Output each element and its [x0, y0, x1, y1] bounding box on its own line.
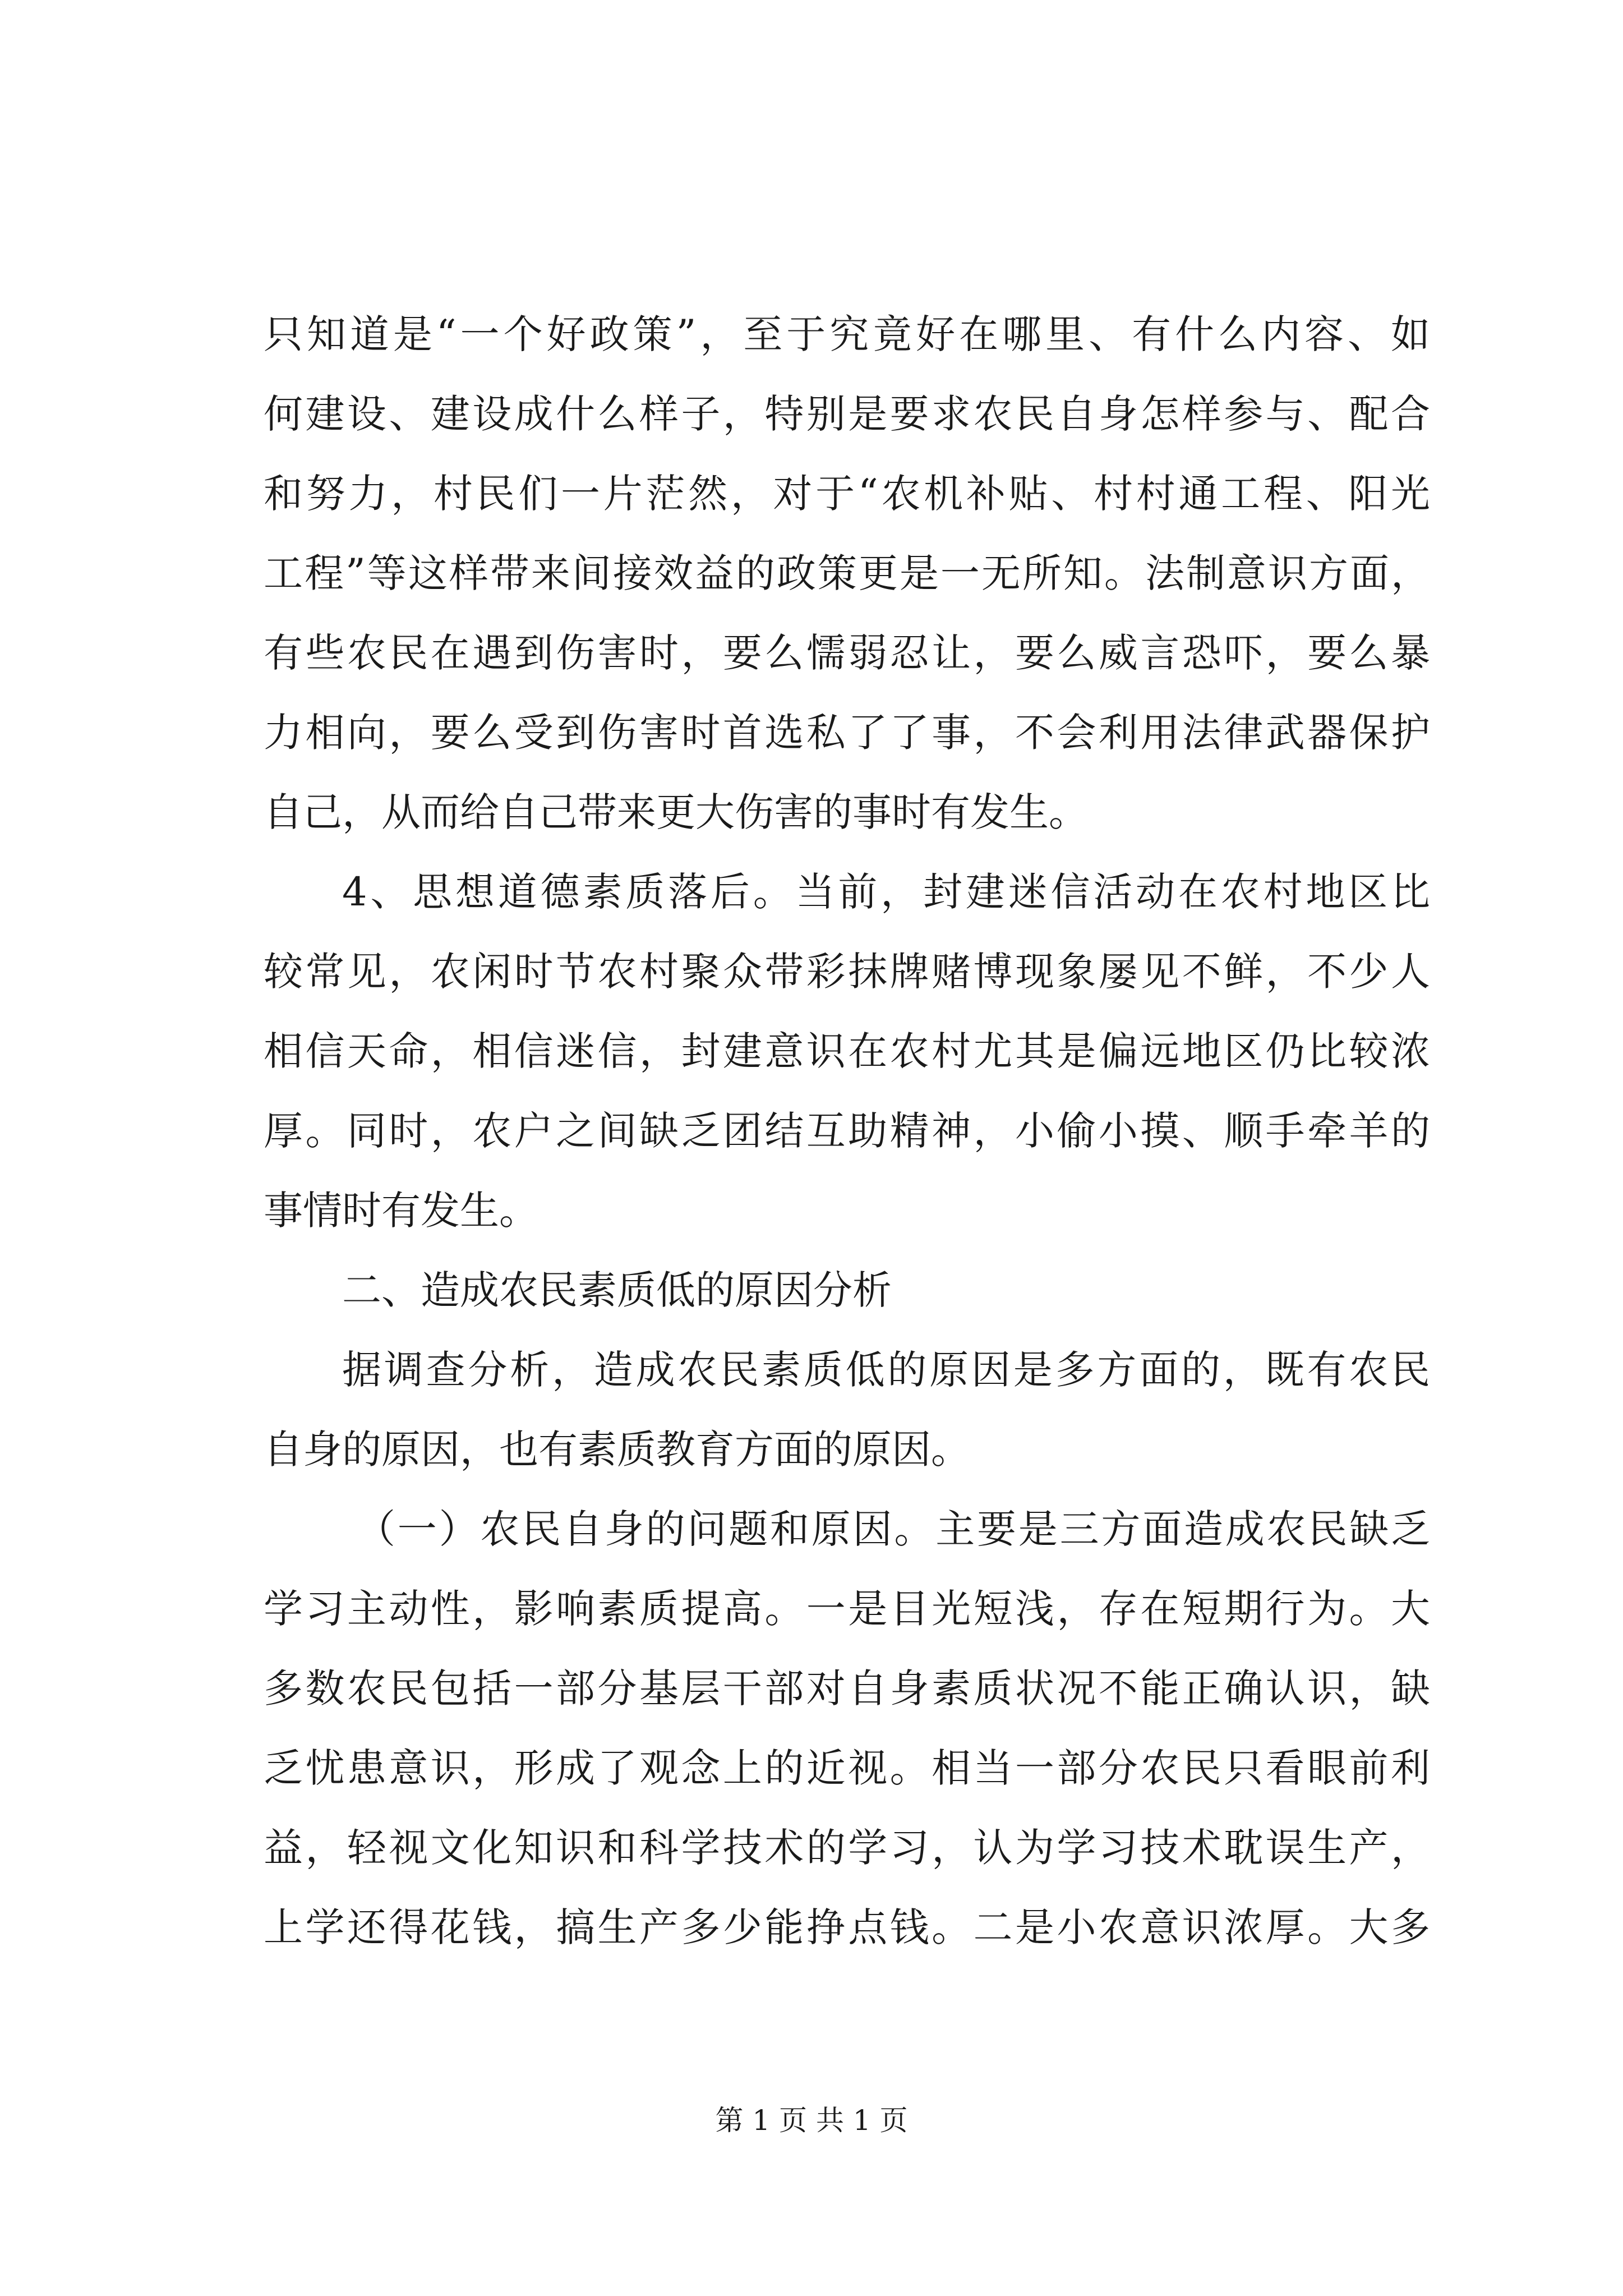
text-line: 事情时有发生。: [264, 1188, 538, 1234]
text-line: 何建设、建设成什么样子，特别是要求农民自身怎样参与、配合: [264, 391, 1430, 437]
text-line: 相信天命，相信迷信，封建意识在农村尤其是偏远地区仍比较浓: [264, 1028, 1430, 1074]
text-line: （一）农民自身的问题和原因。主要是三方面造成农民缺乏: [356, 1506, 1430, 1552]
text-line: 上学还得花钱，搞生产多少能挣点钱。二是小农意识浓厚。大多: [264, 1904, 1430, 1950]
text-line: 力相向，要么受到伤害时首选私了了事，不会利用法律武器保护: [264, 710, 1430, 756]
text-line: 只知道是“一个好政策”，至于究竟好在哪里、有什么内容、如: [264, 311, 1430, 357]
text-line: 和努力，村民们一片茫然，对于“农机补贴、村村通工程、阳光: [264, 471, 1430, 517]
text-line: 较常见，农闲时节农村聚众带彩抹牌赌博现象屡见不鲜，不少人: [264, 949, 1430, 995]
text-line: 多数农民包括一部分基层干部对自身素质状况不能正确认识，缺: [264, 1665, 1430, 1711]
text-line: 学习主动性，影响素质提高。一是目光短浅，存在短期行为。大: [264, 1586, 1430, 1632]
text-line: 4、思想道德素质落后。当前，封建迷信活动在农村地区比: [342, 869, 1430, 915]
text-line: 工程”等这样带来间接效益的政策更是一无所知。法制意识方面，: [264, 550, 1430, 596]
text-line: 自身的原因，也有素质教育方面的原因。: [264, 1427, 970, 1473]
text-line: 乏忧患意识，形成了观念上的近视。相当一部分农民只看眼前利: [264, 1745, 1430, 1791]
page-footer: 第 1 页 共 1 页: [715, 2104, 908, 2137]
body-text: [264, 295, 1430, 1967]
text-line: 有些农民在遇到伤害时，要么懦弱忍让，要么威言恐吓，要么暴: [264, 630, 1430, 676]
section-heading: 二、造成农民素质低的原因分析: [342, 1267, 892, 1313]
text-line: 厚。同时，农户之间缺乏团结互助精神，小偷小摸、顺手牵羊的: [264, 1108, 1430, 1154]
text-line: 益，轻视文化知识和科学技术的学习，认为学习技术耽误生产，: [264, 1825, 1430, 1871]
text-line: 自己，从而给自己带来更大伤害的事时有发生。: [264, 789, 1088, 835]
text-line: 据调查分析，造成农民素质低的原因是多方面的，既有农民: [342, 1347, 1430, 1393]
